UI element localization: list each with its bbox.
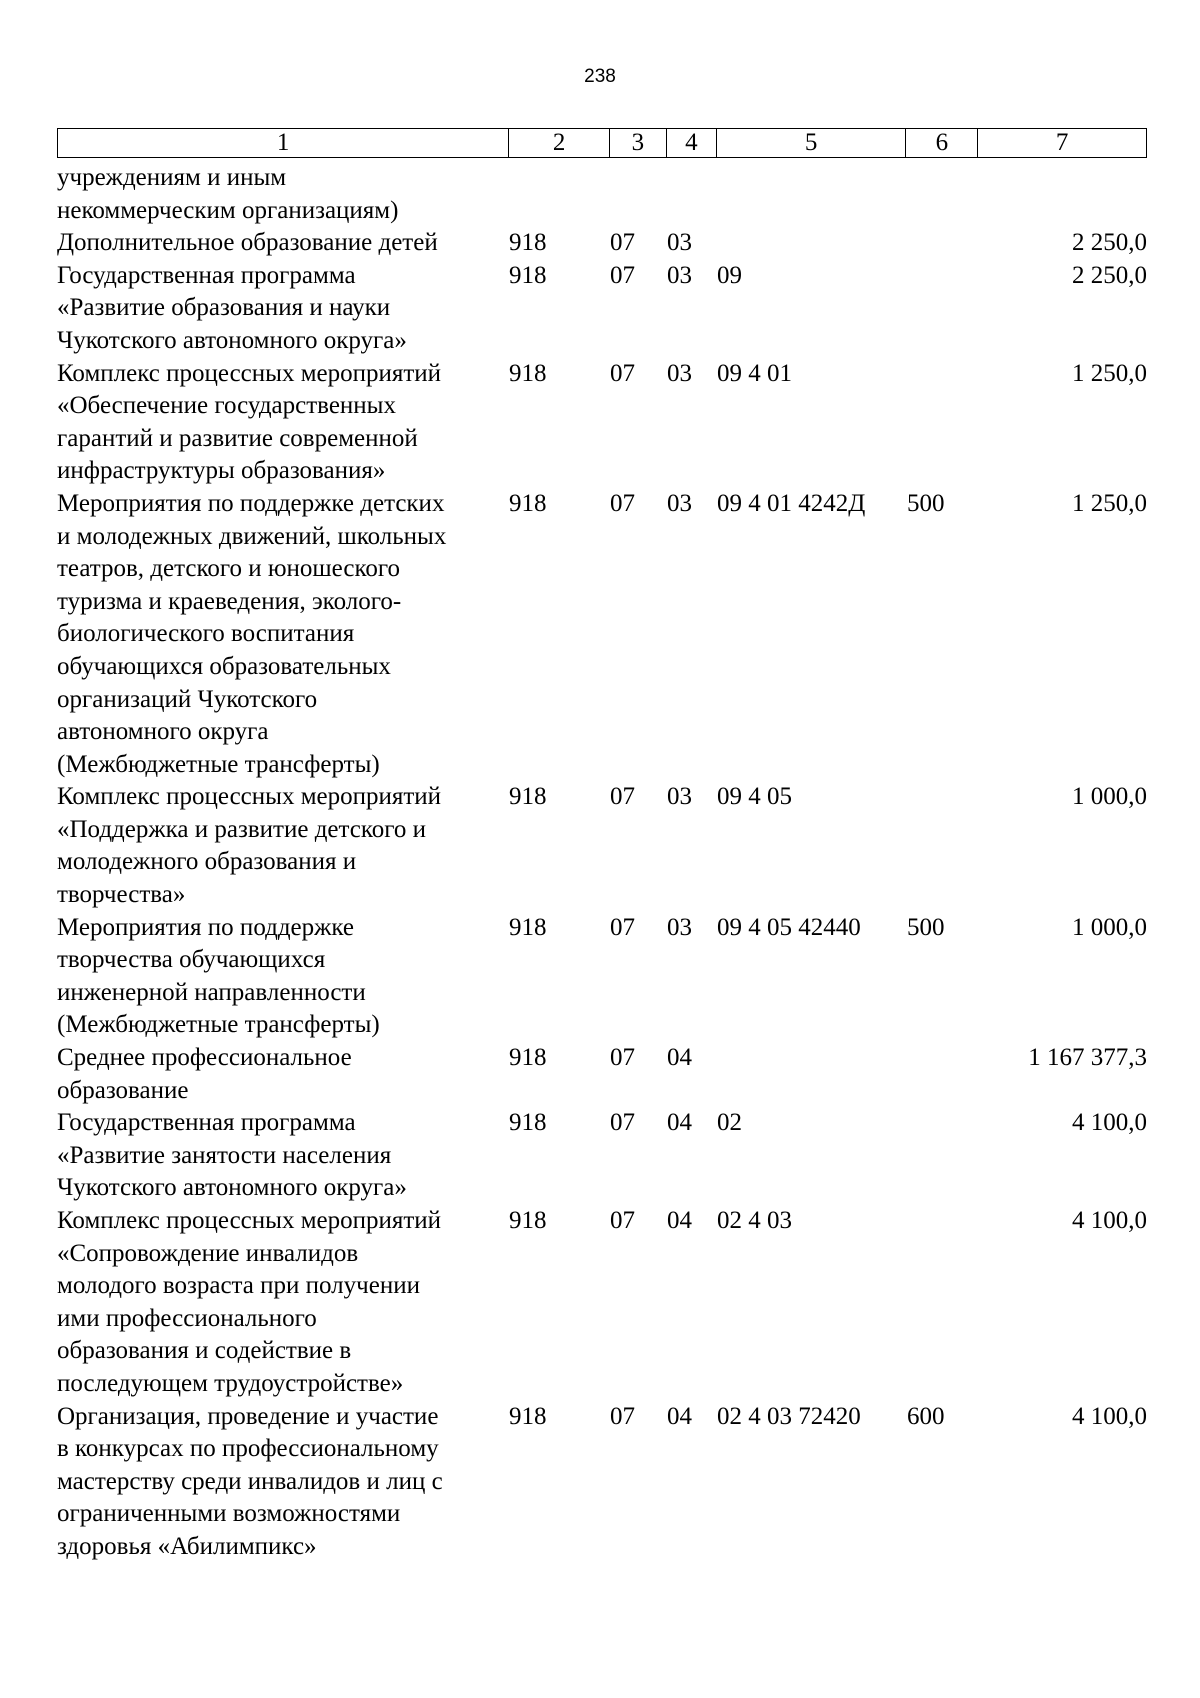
table-row — [57, 1401, 1147, 1564]
row-col-5 — [717, 1042, 907, 1107]
row-col-3: 07 — [610, 783, 635, 811]
row-col-5: 09 — [717, 261, 742, 289]
table-row — [57, 1107, 1147, 1205]
row-col-3: 07 — [610, 1109, 635, 1137]
row-col-2: 918 — [509, 489, 547, 517]
row-col-2: 918 — [509, 1402, 547, 1430]
row-col-7: 1 000,0 — [1072, 783, 1147, 811]
row-col-7: 4 100,0 — [1072, 1207, 1147, 1234]
header-col-4: 4 — [667, 129, 717, 157]
table-row — [57, 227, 1147, 260]
row-col-7: 4 100,0 — [1072, 1109, 1147, 1137]
table-row — [57, 358, 1147, 488]
row-col-6 — [907, 227, 979, 260]
row-col-4: 04 — [667, 1402, 692, 1430]
row-col-2: 918 — [509, 1207, 547, 1234]
row-col-7: 2 250,0 — [1072, 229, 1147, 257]
row-col-5: 02 — [717, 1109, 742, 1137]
row-name: Дополнительное образование детей — [57, 229, 438, 257]
row-name: учреждениям и иным некоммерческим организациям) — [57, 164, 399, 224]
row-col-7: 1 250,0 — [1072, 489, 1147, 517]
row-col-4: 03 — [667, 359, 692, 387]
row-col-3 — [610, 162, 667, 227]
row-col-3: 07 — [610, 1044, 635, 1072]
row-col-2: 918 — [509, 359, 547, 387]
row-col-2: 918 — [509, 1109, 547, 1137]
row-col-5: 09 4 01 — [717, 359, 792, 387]
row-col-3: 07 — [610, 359, 635, 387]
row-col-6 — [907, 781, 979, 911]
row-col-4: 04 — [667, 1044, 692, 1072]
row-col-6 — [907, 1042, 979, 1107]
header-col-2: 2 — [509, 129, 610, 157]
row-col-4: 03 — [667, 229, 692, 257]
row-col-2: 918 — [509, 1044, 547, 1072]
table-row — [57, 912, 1147, 1042]
row-col-5: 09 4 05 42440 — [717, 913, 861, 941]
row-name: Мероприятия по поддержке детских и молодежных движений, школьных театров, детского и юношеского туризма и краеведения, эколого- биологического воспитания обучающихся образовательных организаций Чукотского автономного округа (Межбюджетные трансферты) — [57, 489, 447, 778]
row-col-4 — [667, 162, 717, 227]
row-col-2: 918 — [509, 261, 547, 289]
header-col-3: 3 — [610, 129, 667, 157]
row-col-2: 918 — [509, 229, 547, 257]
header-col-6: 6 — [906, 129, 978, 157]
row-col-6 — [907, 1107, 979, 1205]
table-row — [57, 1205, 1147, 1401]
row-col-6 — [907, 1205, 979, 1401]
row-col-6 — [907, 162, 979, 227]
row-col-4: 03 — [667, 783, 692, 811]
header-col-5: 5 — [717, 129, 907, 157]
row-name: Комплекс процессных мероприятий «Поддержка и развитие детского и молодежного образования и творчества» — [57, 783, 442, 909]
row-col-4: 04 — [667, 1207, 692, 1234]
row-col-2 — [509, 162, 610, 227]
row-col-7: 1 167 377,3 — [1028, 1044, 1147, 1072]
row-name: Организация, проведение и участие в конкурсах по профессиональному мастерству среди инвалидов и лиц с ограниченными возможностями здоровья «Абилимпикс» — [57, 1402, 443, 1560]
row-name: Комплекс процессных мероприятий «Сопровождение инвалидов молодого возраста при получении ими профессионального образования и содействие в последующем трудоустройстве» — [57, 1207, 442, 1397]
row-col-6 — [907, 358, 979, 488]
table-row — [57, 1042, 1147, 1107]
row-col-7: 1 000,0 — [1072, 913, 1147, 941]
row-name: Комплекс процессных мероприятий «Обеспечение государственных гарантий и развитие современной инфраструктуры образования» — [57, 359, 442, 485]
row-col-6 — [907, 260, 979, 358]
row-col-3: 07 — [610, 1402, 635, 1430]
table-row — [57, 260, 1147, 358]
table-row — [57, 781, 1147, 911]
row-col-2: 918 — [509, 783, 547, 811]
row-col-3: 07 — [610, 261, 635, 289]
table-header — [57, 128, 1147, 158]
header-col-7: 7 — [1055, 129, 1069, 156]
row-col-5: 09 4 01 4242Д — [717, 489, 866, 517]
row-col-6: 600 — [907, 1402, 945, 1430]
row-col-5 — [717, 162, 907, 227]
table-row — [57, 488, 1147, 781]
row-name: Государственная программа «Развитие занятости населения Чукотского автономного округа» — [57, 1109, 407, 1202]
row-col-5: 09 4 05 — [717, 783, 792, 811]
row-col-3: 07 — [610, 229, 635, 257]
row-name: Мероприятия по поддержке творчества обучающихся инженерной направленности (Межбюджетные трансферты) — [57, 913, 380, 1039]
row-name: Государственная программа «Развитие образования и науки Чукотского автономного округа» — [57, 261, 407, 354]
row-col-4: 03 — [667, 261, 692, 289]
row-col-7: 2 250,0 — [1072, 261, 1147, 289]
row-col-6: 500 — [907, 489, 945, 517]
row-col-6: 500 — [907, 913, 945, 941]
row-col-7: 4 100,0 — [1072, 1402, 1147, 1430]
header-col-1: 1 — [58, 129, 509, 157]
row-name: Среднее профессиональное образование — [57, 1044, 352, 1104]
row-col-7 — [979, 162, 1147, 227]
row-col-5 — [717, 227, 907, 260]
row-col-5: 02 4 03 72420 — [717, 1402, 861, 1430]
row-col-2: 918 — [509, 913, 547, 941]
row-col-3: 07 — [610, 489, 635, 517]
row-col-4: 03 — [667, 489, 692, 517]
table-row — [57, 162, 1147, 227]
row-col-3: 07 — [610, 1207, 635, 1234]
row-col-5: 02 4 03 — [717, 1207, 792, 1234]
budget-table — [57, 162, 1147, 1564]
row-col-7: 1 250,0 — [1072, 359, 1147, 387]
row-col-4: 04 — [667, 1109, 692, 1137]
row-col-3: 07 — [610, 913, 635, 941]
row-col-4: 03 — [667, 913, 692, 941]
page-number: 238 — [584, 66, 616, 87]
